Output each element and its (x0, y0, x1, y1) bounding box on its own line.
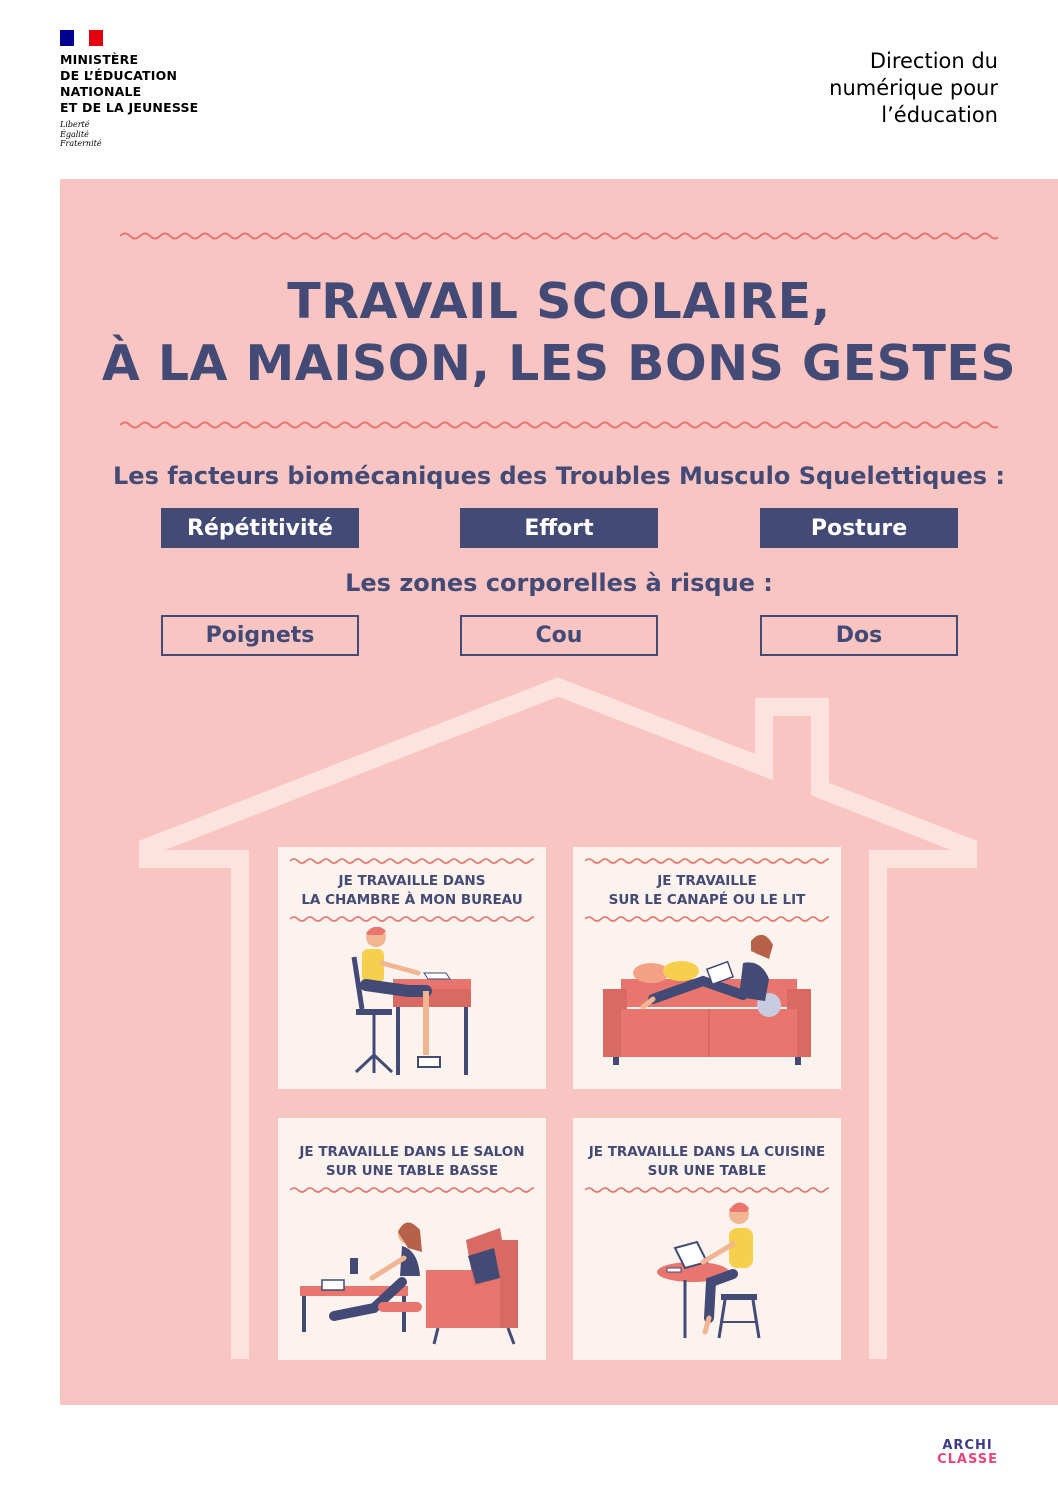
sofa-scene-icon (573, 927, 841, 1087)
card-wave-divider (290, 1186, 534, 1194)
card-title-line: SUR UNE TABLE (647, 1163, 767, 1179)
desk-scene-icon (278, 927, 546, 1087)
direction-line: Direction du (869, 49, 998, 73)
card-wave-divider (290, 915, 534, 923)
archiclasse-logo (937, 1439, 998, 1467)
house-outline-icon (60, 179, 1058, 1405)
scene-card-living-room (278, 1118, 546, 1360)
ministry-name-line: NATIONALE (60, 84, 142, 99)
zone-badge-poignets: Poignets (161, 615, 359, 656)
card-title-line: JE TRAVAILLE (657, 873, 757, 889)
card-title-line: SUR LE CANAPÉ OU LE LIT (608, 892, 806, 908)
card-wave-divider (290, 857, 534, 865)
ministry-name-line: MINISTÈRE (60, 52, 139, 67)
direction-line: l’éducation (881, 103, 998, 127)
zones-heading: Les zones corporelles à risque : (345, 569, 773, 597)
scene-card-bedroom-desk (278, 847, 546, 1089)
direction-line: numérique pour (829, 76, 998, 100)
card-title-line: SUR UNE TABLE BASSE (325, 1163, 499, 1179)
ministry-name-line: DE L’ÉDUCATION (60, 68, 178, 83)
zone-badge-cou: Cou (460, 615, 658, 656)
factors-heading: Les facteurs biomécaniques des Troubles Musculo Squelettiques : (113, 462, 1005, 490)
card-title-line: JE TRAVAILLE DANS LE SALON (299, 1144, 525, 1160)
card-wave-divider (585, 857, 829, 865)
ministry-name-line: ET DE LA JEUNESSE (60, 100, 199, 115)
direction-label (829, 48, 998, 129)
factor-badge-repetitivite: Répétitivité (161, 508, 359, 548)
kitchen-scene-icon (573, 1198, 841, 1358)
card-wave-divider (585, 915, 829, 923)
card-title-line: JE TRAVAILLE DANS LA CUISINE (588, 1144, 826, 1160)
brand-line: ARCHI (942, 1438, 993, 1453)
card-wave-divider (585, 1186, 829, 1194)
scene-card-sofa-bed (573, 847, 841, 1089)
republic-flag-icon (60, 30, 103, 46)
motto-line: Fraternité (60, 139, 102, 148)
zone-badge-dos: Dos (760, 615, 958, 656)
title-line: À LA MAISON, LES BONS GESTES (101, 335, 1017, 392)
ministry-logo (60, 30, 240, 149)
title-line: TRAVAIL SCOLAIRE, (287, 273, 831, 330)
card-title-line: JE TRAVAILLE DANS (338, 873, 486, 889)
republic-motto (60, 120, 240, 149)
brand-line: CLASSE (937, 1452, 998, 1467)
scene-card-kitchen (573, 1118, 841, 1360)
factor-badge-effort: Effort (460, 508, 658, 548)
coffee-table-scene-icon (278, 1198, 546, 1358)
motto-line: Égalité (60, 129, 89, 139)
poster-panel (60, 179, 1058, 1405)
motto-line: Liberté (60, 120, 90, 129)
card-title-line: LA CHAMBRE À MON BUREAU (301, 892, 523, 908)
factor-badge-posture: Posture (760, 508, 958, 548)
